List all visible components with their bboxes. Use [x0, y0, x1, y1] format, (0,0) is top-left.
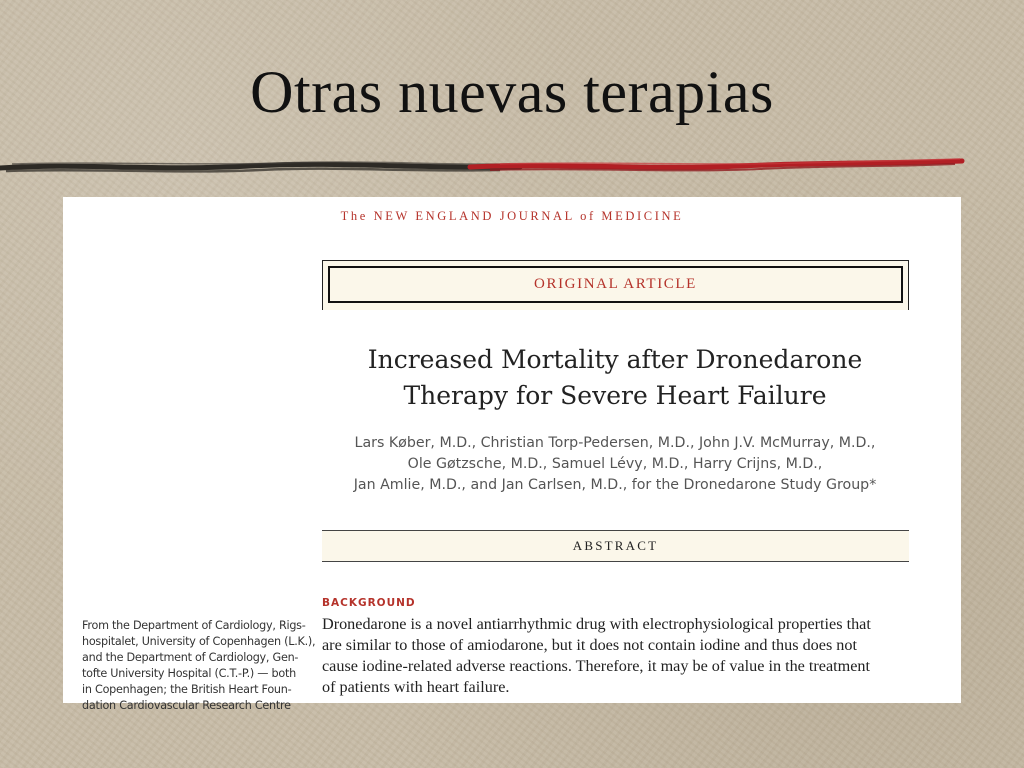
background-line: are similar to those of amiodarone, but it does not contain iodine and thus does not	[322, 636, 857, 654]
background-text	[322, 614, 912, 698]
background-line: of patients with heart failure.	[322, 678, 510, 696]
author-line: Lars Køber, M.D., Christian Torp-Pedersen, M.D., John J.V. McMurray, M.D.,	[354, 435, 876, 451]
abstract-heading: ABSTRACT	[322, 530, 909, 562]
article-title	[322, 342, 908, 414]
article-title-line: Therapy for Severe Heart Failure	[403, 381, 827, 410]
article-type-label: ORIGINAL ARTICLE	[328, 266, 903, 303]
article-type-banner	[322, 260, 909, 310]
background-heading: BACKGROUND	[322, 597, 416, 609]
affiliation-line: in Copenhagen; the British Heart Foun-	[82, 683, 292, 696]
affiliation-line: hospitalet, University of Copenhagen (L.K.),	[82, 635, 316, 648]
brush-stroke-divider	[0, 152, 970, 182]
article-title-line: Increased Mortality after Dronedarone	[367, 345, 863, 374]
author-line: Ole Gøtzsche, M.D., Samuel Lévy, M.D., Harry Crijns, M.D.,	[407, 456, 823, 472]
affiliation-line: tofte University Hospital (C.T.-P.) — both	[82, 667, 296, 680]
affiliation-line: From the Department of Cardiology, Rigs-	[82, 619, 306, 632]
background-line: cause iodine-related adverse reactions. Therefore, it may be of value in the treatment	[322, 657, 871, 675]
journal-name: The NEW ENGLAND JOURNAL of MEDICINE	[340, 209, 684, 223]
affiliation-note	[82, 618, 316, 714]
article-page	[63, 197, 961, 712]
background-line: Dronedarone is a novel antiarrhythmic drug with electrophysiological properties that	[322, 615, 871, 633]
author-list	[322, 433, 908, 496]
author-line: Jan Amlie, M.D., and Jan Carlsen, M.D., for the Dronedarone Study Group*	[353, 477, 877, 493]
affiliation-line: and the Department of Cardiology, Gen-	[82, 651, 299, 664]
affiliation-line: dation Cardiovascular Research Centre	[82, 699, 291, 712]
slide-title: Otras nuevas terapias	[250, 59, 774, 125]
